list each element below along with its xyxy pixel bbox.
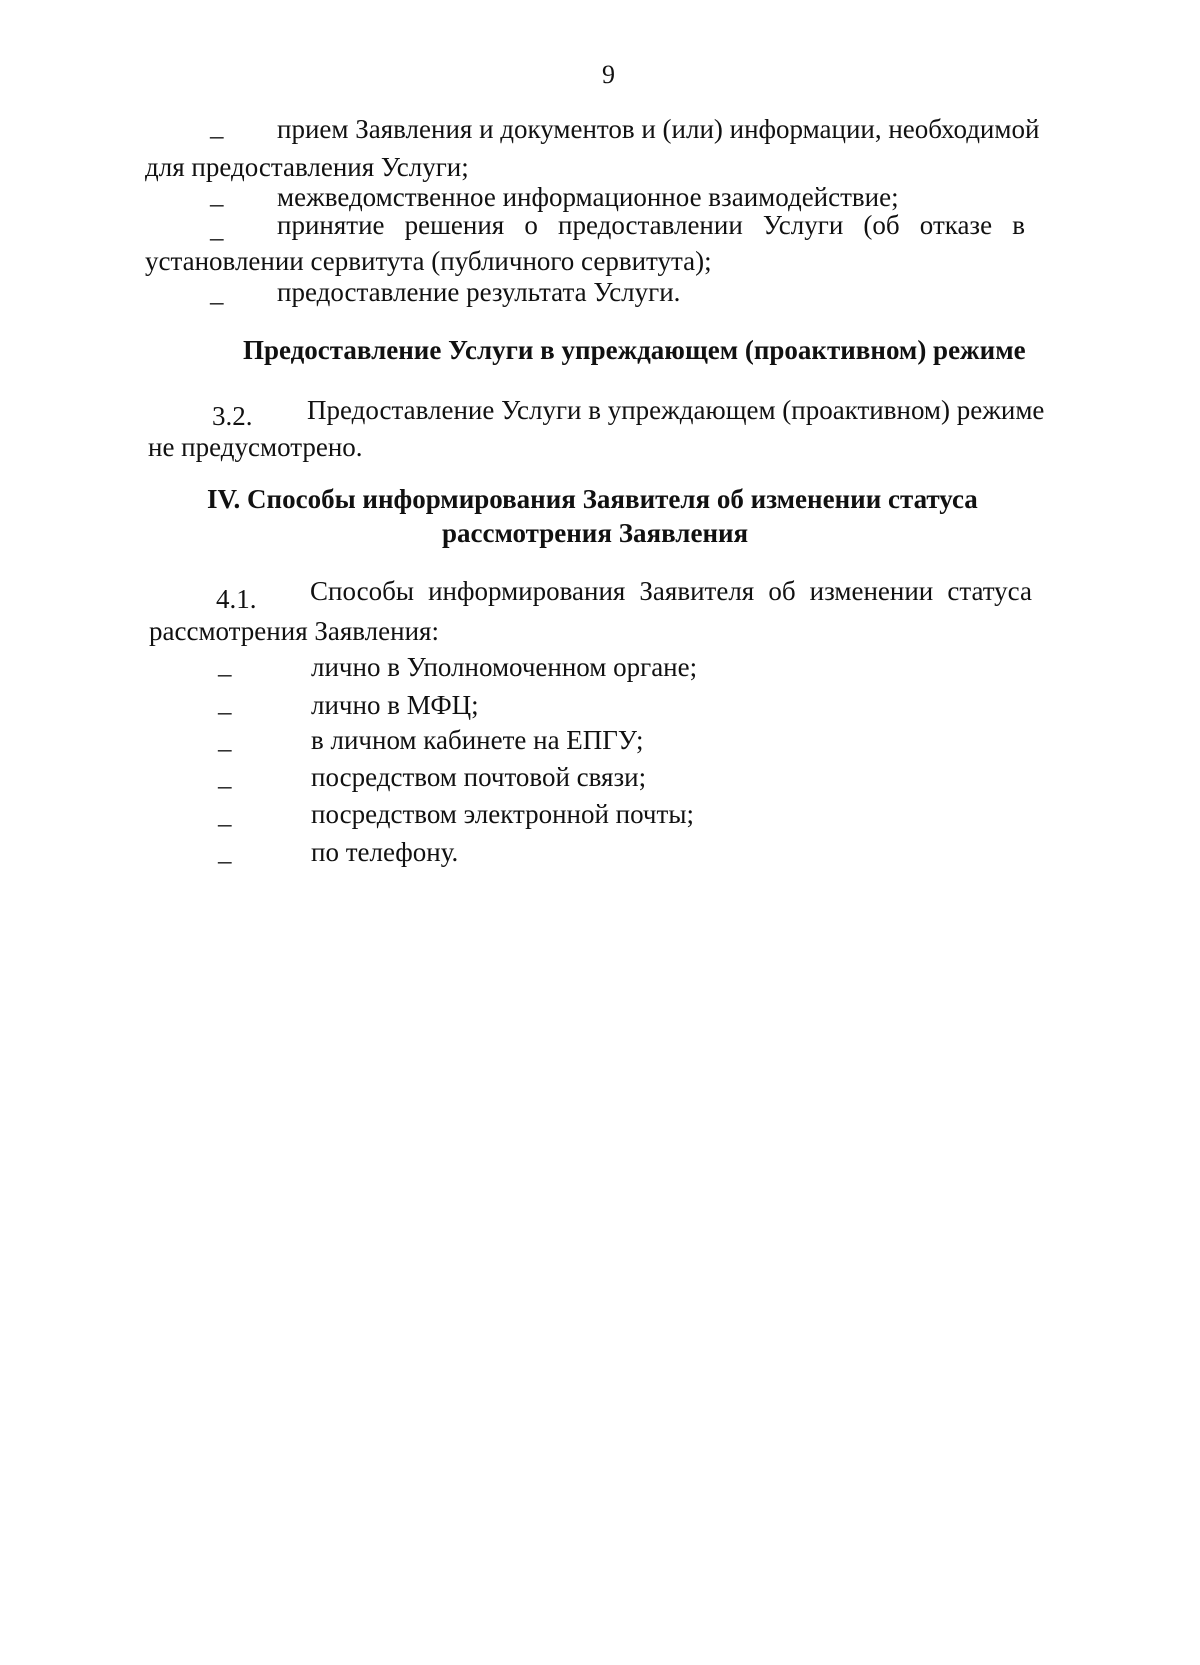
list-dash: – — [218, 696, 232, 726]
clause-number-4-1: 4.1. — [216, 584, 257, 614]
clause-4-1-line-2: рассмотрения Заявления: — [149, 616, 439, 646]
stage-item-3-line-2: установлении сервитута (публичного сервитута); — [145, 246, 712, 276]
method-item-5: посредством электронной почты; — [311, 799, 694, 829]
word: статуса — [947, 576, 1032, 606]
section-4-heading-line-1: IV. Способы информирования Заявителя об изменении статуса — [207, 484, 978, 514]
proactive-heading: Предоставление Услуги в упреждающем (проактивном) режиме — [243, 335, 1026, 365]
stage-item-3-line-1 — [277, 208, 1025, 242]
word: Услуги — [762, 210, 844, 240]
word: о — [524, 210, 538, 240]
stage-item-1-line-2: для предоставления Услуги; — [145, 152, 469, 182]
method-item-6: по телефону. — [311, 837, 459, 867]
word: отказе — [919, 210, 993, 240]
list-dash: – — [210, 188, 224, 218]
stage-item-1-line-1: прием Заявления и документов и (или) информации, необходимой — [277, 114, 1040, 144]
word: в — [1012, 210, 1025, 240]
list-dash: – — [210, 120, 224, 150]
section-4-heading-line-2: рассмотрения Заявления — [442, 518, 749, 548]
list-dash: – — [210, 286, 224, 316]
list-dash: – — [218, 770, 232, 800]
clause-number-3-2: 3.2. — [212, 401, 253, 431]
word: предоставлении — [558, 210, 743, 240]
word: Способы — [310, 576, 414, 606]
word: (об — [863, 210, 900, 240]
word: принятие — [277, 210, 385, 240]
list-dash: – — [210, 222, 224, 252]
stage-item-4: предоставление результата Услуги. — [277, 277, 681, 307]
list-dash: – — [218, 658, 232, 688]
method-item-1: лично в Уполномоченном органе; — [311, 652, 698, 682]
clause-4-1-line-1 — [310, 574, 1032, 608]
method-item-3: в личном кабинете на ЕПГУ; — [311, 725, 644, 755]
word: решения — [404, 210, 505, 240]
word: об — [768, 576, 796, 606]
page-number: 9 — [602, 60, 615, 89]
word: Заявителя — [639, 576, 755, 606]
word: изменении — [809, 576, 934, 606]
method-item-2: лично в МФЦ; — [311, 690, 479, 720]
word: информирования — [428, 576, 626, 606]
clause-3-2-line-1: Предоставление Услуги в упреждающем (проактивном) режиме — [307, 395, 1045, 425]
list-dash: – — [218, 845, 232, 875]
clause-3-2-line-2: не предусмотрено. — [148, 432, 363, 462]
list-dash: – — [218, 808, 232, 838]
list-dash: – — [218, 733, 232, 763]
stage-item-2: межведомственное информационное взаимодействие; — [277, 182, 899, 212]
method-item-4: посредством почтовой связи; — [311, 762, 647, 792]
